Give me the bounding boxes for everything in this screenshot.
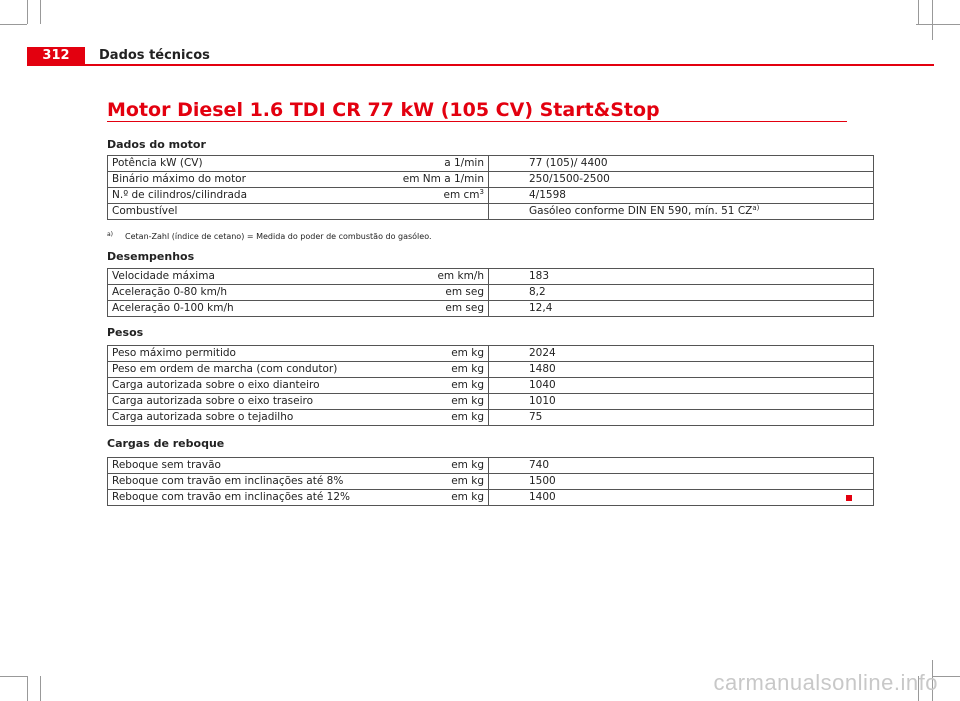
crop-mark xyxy=(27,676,28,701)
crop-mark xyxy=(40,0,41,24)
row-label: Reboque com travão em inclinações até 12% xyxy=(108,490,367,506)
crop-mark xyxy=(27,0,28,24)
table-desempenhos xyxy=(107,268,874,317)
row-unit: em kg xyxy=(366,474,489,490)
row-label: Carga autorizada sobre o eixo dianteiro xyxy=(108,378,367,394)
row-unit: em km/h xyxy=(366,269,489,285)
section-heading-reboque: Cargas de reboque xyxy=(107,437,225,450)
row-unit: em kg xyxy=(366,458,489,474)
row-label: Peso em ordem de marcha (com condutor) xyxy=(108,362,367,378)
row-label: Aceleração 0-80 km/h xyxy=(108,285,367,301)
row-label: Binário máximo do motor xyxy=(108,172,367,188)
row-label: Reboque sem travão xyxy=(108,458,367,474)
row-label: Combustível xyxy=(108,204,367,220)
row-unit: em seg xyxy=(366,285,489,301)
table-row xyxy=(108,410,874,426)
row-label: Carga autorizada sobre o eixo traseiro xyxy=(108,394,367,410)
row-label: Peso máximo permitido xyxy=(108,346,367,362)
row-unit: em Nm a 1/min xyxy=(366,172,489,188)
header-rule xyxy=(27,64,934,66)
row-unit xyxy=(366,204,489,220)
table-row xyxy=(108,188,874,204)
crop-mark xyxy=(916,24,960,25)
row-value: 1010 xyxy=(489,394,874,410)
crop-mark xyxy=(0,24,27,25)
table-reboque xyxy=(107,457,874,506)
row-value: 740 xyxy=(489,458,874,474)
table-row xyxy=(108,474,874,490)
table-row xyxy=(108,458,874,474)
row-value: 1400 xyxy=(489,490,874,506)
unit-superscript: 3 xyxy=(479,188,484,196)
row-unit: em kg xyxy=(366,394,489,410)
table-row xyxy=(108,204,874,220)
section-heading-pesos: Pesos xyxy=(107,326,144,339)
row-value: 77 (105)/ 4400 xyxy=(489,156,874,172)
crop-mark xyxy=(932,0,933,40)
row-label: Carga autorizada sobre o tejadilho xyxy=(108,410,367,426)
row-unit: em cm xyxy=(443,189,480,201)
header-title: Dados técnicos xyxy=(99,48,210,63)
page-number: 312 xyxy=(27,47,85,65)
row-value: 4/1598 xyxy=(489,188,874,204)
row-unit: em kg xyxy=(366,490,489,506)
row-value: 183 xyxy=(489,269,874,285)
crop-mark xyxy=(0,676,27,677)
table-row xyxy=(108,346,874,362)
row-value-cell xyxy=(489,204,874,220)
watermark: carmanualsonline.info xyxy=(713,670,938,695)
row-unit: em kg xyxy=(366,346,489,362)
table-motor xyxy=(107,155,874,220)
row-value: 1480 xyxy=(489,362,874,378)
footnote-text: Cetan-Zahl (índice de cetano) = Medida do poder de combustão do gasóleo. xyxy=(125,232,432,241)
crop-mark xyxy=(40,676,41,701)
table-row xyxy=(108,490,874,506)
table-row xyxy=(108,394,874,410)
row-value: 250/1500-2500 xyxy=(489,172,874,188)
footnote-mark: a) xyxy=(107,231,114,238)
table-row xyxy=(108,172,874,188)
row-label: Reboque com travão em inclinações até 8% xyxy=(108,474,367,490)
row-value: Gasóleo conforme DIN EN 590, mín. 51 CZ xyxy=(529,205,753,217)
row-unit: a 1/min xyxy=(366,156,489,172)
section-heading-desempenhos: Desempenhos xyxy=(107,250,195,263)
crop-mark xyxy=(918,0,919,24)
table-row xyxy=(108,269,874,285)
row-unit: em kg xyxy=(366,378,489,394)
table-row xyxy=(108,362,874,378)
table-row xyxy=(108,301,874,317)
row-value: 75 xyxy=(489,410,874,426)
table-row xyxy=(108,285,874,301)
table-row xyxy=(108,156,874,172)
row-value: 1040 xyxy=(489,378,874,394)
row-value: 1500 xyxy=(489,474,874,490)
row-label: Aceleração 0-100 km/h xyxy=(108,301,367,317)
row-value: 8,2 xyxy=(489,285,874,301)
footnote-ref: a) xyxy=(752,204,760,212)
section-heading-motor: Dados do motor xyxy=(107,138,206,151)
row-unit: em kg xyxy=(366,410,489,426)
row-label: Potência kW (CV) xyxy=(108,156,367,172)
footnote xyxy=(107,229,432,243)
table-row xyxy=(108,378,874,394)
row-unit: em seg xyxy=(366,301,489,317)
row-label: N.º de cilindros/cilindrada xyxy=(108,188,367,204)
section-end-marker xyxy=(846,495,852,501)
row-value: 12,4 xyxy=(489,301,874,317)
row-unit-cell xyxy=(366,188,489,204)
row-label: Velocidade máxima xyxy=(108,269,367,285)
row-value: 2024 xyxy=(489,346,874,362)
title-rule xyxy=(107,121,847,122)
page-title: Motor Diesel 1.6 TDI CR 77 kW (105 CV) Start&Stop xyxy=(107,99,660,121)
row-unit: em kg xyxy=(366,362,489,378)
table-pesos xyxy=(107,345,874,426)
